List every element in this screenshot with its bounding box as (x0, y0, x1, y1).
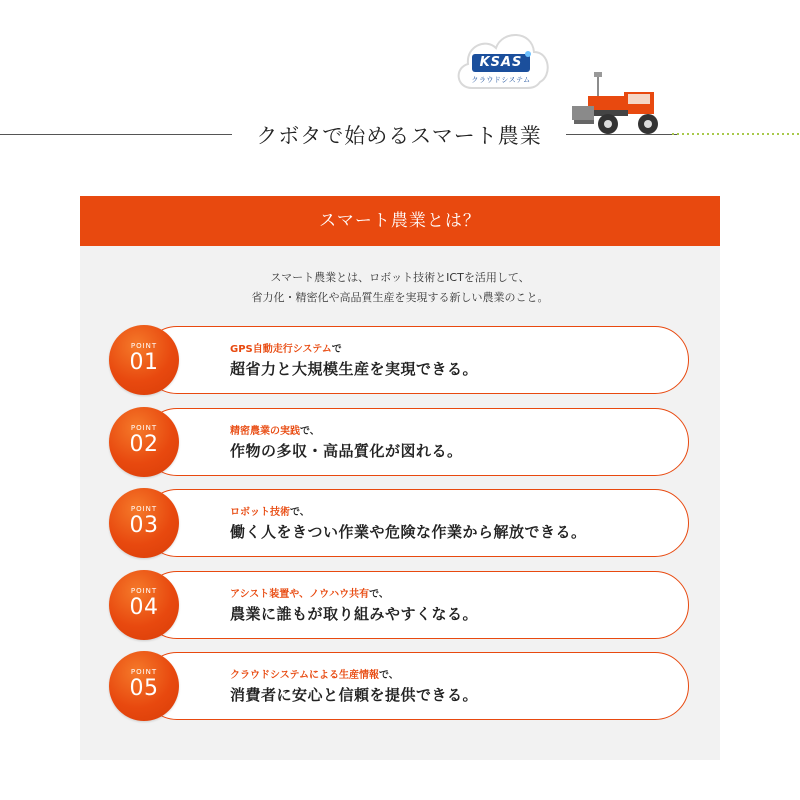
point-highlight: ロボット技術 (230, 507, 290, 518)
point-label: POINT (130, 668, 158, 676)
point-item (109, 408, 691, 476)
point-number: 04 (129, 594, 159, 620)
point-highlight: GPS自動走行システム (230, 344, 332, 355)
point-subtitle (230, 585, 389, 600)
field-dashes (672, 133, 800, 135)
point-item (109, 652, 691, 720)
panel-heading: スマート農業とは？ (80, 196, 720, 246)
point-subtitle (230, 666, 399, 681)
point-card (143, 408, 689, 476)
point-badge (109, 570, 179, 640)
logo-name: KSAS (479, 55, 523, 70)
point-highlight: クラウドシステムによる生産情報 (230, 670, 379, 681)
intro-line: スマート農業とは、ロボット技術とICTを活用して、 (270, 271, 530, 284)
point-main-text: 超省力と大規模生産を実現できる。 (230, 360, 479, 378)
point-number: 01 (129, 350, 159, 375)
point-suffix: で、 (300, 425, 320, 437)
point-suffix: で、 (369, 588, 389, 600)
point-subtitle (230, 503, 310, 518)
point-badge (109, 407, 179, 477)
tractor-icon (568, 70, 672, 138)
point-highlight: 精密農業の実践 (230, 425, 300, 437)
point-suffix: で、 (290, 507, 310, 518)
point-label: POINT (130, 423, 158, 432)
title-divider-right (566, 134, 678, 135)
smart-agriculture-panel (80, 196, 720, 760)
point-main-text: 農業に誰もが取り組みやすくなる。 (230, 604, 479, 623)
point-highlight: アシスト装置や、ノウハウ共有 (230, 588, 370, 600)
point-main-text: 作物の多収・高品質化が図れる。 (230, 441, 463, 460)
point-card (143, 489, 689, 557)
point-item (109, 326, 691, 394)
point-item (109, 489, 691, 557)
point-number: 03 (129, 513, 159, 538)
logo-caption: クラウドシステム (471, 76, 531, 84)
point-label: POINT (130, 586, 158, 595)
point-card (143, 652, 689, 720)
point-number: 02 (129, 431, 159, 457)
point-card (143, 326, 689, 394)
point-badge (109, 325, 179, 395)
point-subtitle (230, 340, 342, 355)
point-main-text: 消費者に安心と信頼を提供できる。 (230, 686, 479, 704)
point-suffix: で (331, 344, 342, 355)
intro-text (80, 268, 720, 308)
title-divider-left (0, 134, 232, 135)
point-number: 05 (129, 676, 159, 701)
point-badge (109, 488, 179, 558)
point-item (109, 571, 691, 639)
point-label: POINT (130, 342, 158, 350)
point-main-text: 働く人をきつい作業や危険な作業から解放できる。 (230, 523, 587, 541)
points-list (109, 326, 691, 734)
ksas-cloud-logo (450, 22, 552, 98)
point-subtitle (230, 422, 320, 437)
point-label: POINT (130, 505, 158, 513)
page-title: クボタで始めるスマート農業 (256, 124, 542, 148)
intro-line: 省力化・精密化や高品質生産を実現する新しい農業のこと。 (251, 291, 549, 304)
point-card (143, 571, 689, 639)
point-badge (109, 651, 179, 721)
point-suffix: で、 (379, 670, 399, 681)
